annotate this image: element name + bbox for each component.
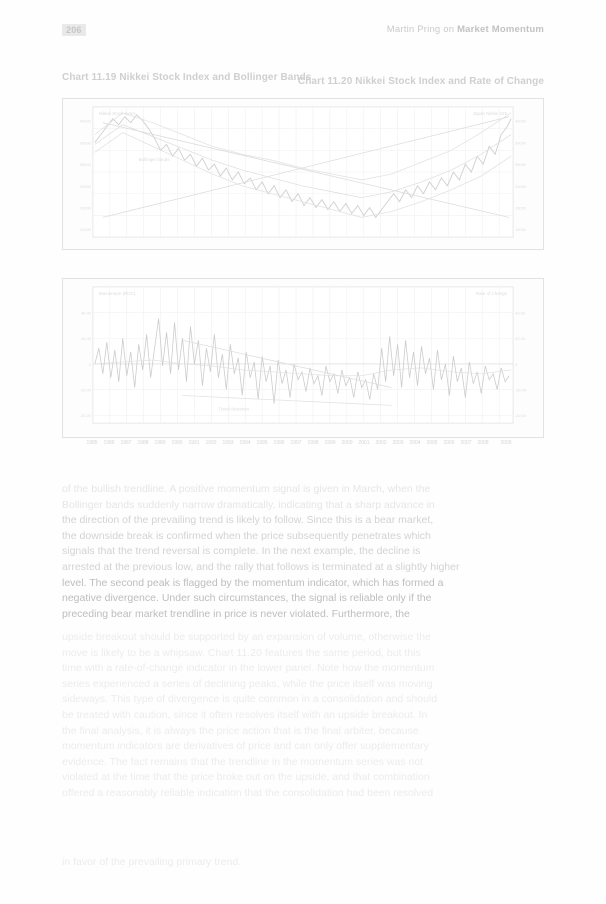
chart-upper-panel [62, 98, 544, 250]
body-line: negative divergence. Under such circumstances, the signal is reliable only if the [62, 592, 432, 605]
body-line: offered a reasonably reliable indication that the consolidation had been resolved [62, 786, 434, 799]
body-line: arrested at the previous low, and the rally that follows is terminated at a slightly higher [62, 560, 460, 573]
body-line: evidence. The fact remains that the trendline in the momentum series was not [62, 755, 424, 768]
x-tick: 2004 [409, 440, 421, 446]
svg-text:20000: 20000 [79, 183, 91, 189]
svg-text:20.00: 20.00 [80, 336, 91, 342]
body-line: time with a rate-of-change indicator in the lower panel. Note how the momentum [62, 662, 435, 675]
body-line: be treated with caution, since it often resolves itself with an upside breakout. In [62, 708, 428, 721]
chart-x-axis-labels [62, 440, 544, 452]
x-tick: 1986 [103, 440, 115, 446]
running-head-title [387, 24, 544, 35]
svg-text:-20.00: -20.00 [79, 387, 91, 393]
body-line: of the bullish trendline. A positive momentum signal is given in March, when the [62, 483, 431, 495]
x-tick: 2008 [477, 440, 489, 446]
x-tick: 2009 [500, 440, 512, 446]
svg-text:25000: 25000 [79, 162, 91, 168]
svg-text:-40.00: -40.00 [79, 413, 91, 419]
svg-text:25000: 25000 [515, 162, 527, 168]
running-head-bold: Market Momentum [457, 24, 544, 35]
chart-lower-annotation: Trend deviation [218, 406, 250, 412]
chart-upper-label-right: Japan Nikkei 225 [472, 110, 508, 116]
chart-caption-lower: Chart 11.20 Nikkei Stock Index and Rate of Change [297, 76, 544, 87]
svg-text:15000: 15000 [515, 205, 527, 211]
svg-text:20000: 20000 [515, 183, 527, 189]
x-tick: 1999 [324, 440, 336, 446]
chart-lower-label-right: Rate of Change [475, 290, 508, 296]
svg-text:40.00: 40.00 [80, 310, 91, 316]
x-tick: 1994 [239, 440, 251, 446]
x-tick: 1990 [171, 440, 183, 446]
x-tick: 2003 [392, 440, 404, 446]
body-paragraph-2 [62, 630, 544, 802]
body-line: the direction of the prevailing trend is likely to follow. Since this is a bear market, [62, 514, 434, 527]
x-tick: 1987 [120, 440, 132, 446]
x-tick: 1995 [256, 440, 268, 446]
x-tick: 1989 [154, 440, 166, 446]
x-tick: 1998 [307, 440, 319, 446]
svg-text:-40.00: -40.00 [515, 413, 527, 419]
x-tick: 2007 [460, 440, 472, 446]
svg-text:15000: 15000 [79, 205, 91, 211]
x-tick: 1997 [290, 440, 302, 446]
svg-text:30000: 30000 [79, 140, 91, 146]
chart-upper-svg [63, 99, 543, 249]
body-line: series experienced a series of declining peaks, while the price itself was moving [62, 677, 433, 690]
chart-upper-annotation: Bollinger bands [138, 157, 170, 163]
svg-text:40000: 40000 [79, 118, 91, 124]
body-line: Bollinger bands suddenly narrow dramatically, indicating that a sharp advance in [62, 498, 435, 511]
chart-lower-panel [62, 278, 544, 438]
chart-lower-svg [63, 279, 543, 437]
body-line: signals that the trend reversal is complete. In the next example, the decline is [62, 545, 421, 558]
x-tick: 2001 [358, 440, 370, 446]
x-tick: 2005 [426, 440, 438, 446]
running-head-plain: Martin Pring on [386, 24, 458, 35]
body-tail-line: in favor of the prevailing primary trend. [62, 856, 242, 868]
svg-text:20.00: 20.00 [515, 336, 526, 342]
svg-text:40000: 40000 [515, 118, 527, 124]
svg-text:10000: 10000 [79, 227, 91, 233]
svg-text:0: 0 [88, 361, 91, 367]
chart-caption-upper: Chart 11.19 Nikkei Stock Index and Bollinger Bands [62, 72, 312, 83]
x-tick: 1991 [188, 440, 200, 446]
body-line: move is likely to be a whipsaw. Chart 11.20 features the same period, but this [62, 646, 421, 659]
chart-upper-label-left: Nikkei Stock Index [98, 110, 136, 116]
body-line: sideways. This type of divergence is quite common in a consolidation and should [62, 693, 438, 706]
body-line: preceding bear market trendline in price is never violated. Furthermore, the [62, 607, 410, 620]
x-tick: 2006 [443, 440, 455, 446]
body-paragraph-1 [62, 482, 544, 622]
svg-text:-20.00: -20.00 [515, 387, 527, 393]
body-line: the final analysis, it is always the price action that is the final arbiter, because [62, 724, 419, 737]
svg-text:40.00: 40.00 [515, 310, 526, 316]
svg-text:10000: 10000 [515, 227, 527, 233]
svg-text:0: 0 [515, 361, 518, 367]
body-line: momentum indicators are derivatives of price and can only offer supplementary [62, 740, 429, 753]
x-tick: 2000 [341, 440, 353, 446]
x-tick: 1985 [86, 440, 98, 446]
running-head [62, 24, 544, 38]
body-line: violated at the time that the price broke out on the upside, and that combination [62, 771, 430, 784]
x-tick: 1996 [273, 440, 285, 446]
body-line: upside breakout should be supported by an expansion of volume, otherwise the [62, 631, 431, 643]
chart-lower-label-left: Momentum (ROC) [98, 290, 136, 296]
x-tick: 1988 [137, 440, 149, 446]
body-line: level. The second peak is flagged by the momentum indicator, which has formed a [62, 576, 444, 589]
page-number: 206 [62, 24, 86, 36]
svg-text:30000: 30000 [515, 140, 527, 146]
x-tick: 1993 [222, 440, 234, 446]
body-line: the downside break is confirmed when the price subsequently penetrates which [62, 529, 431, 542]
x-tick: 1992 [205, 440, 217, 446]
x-tick: 2002 [375, 440, 387, 446]
